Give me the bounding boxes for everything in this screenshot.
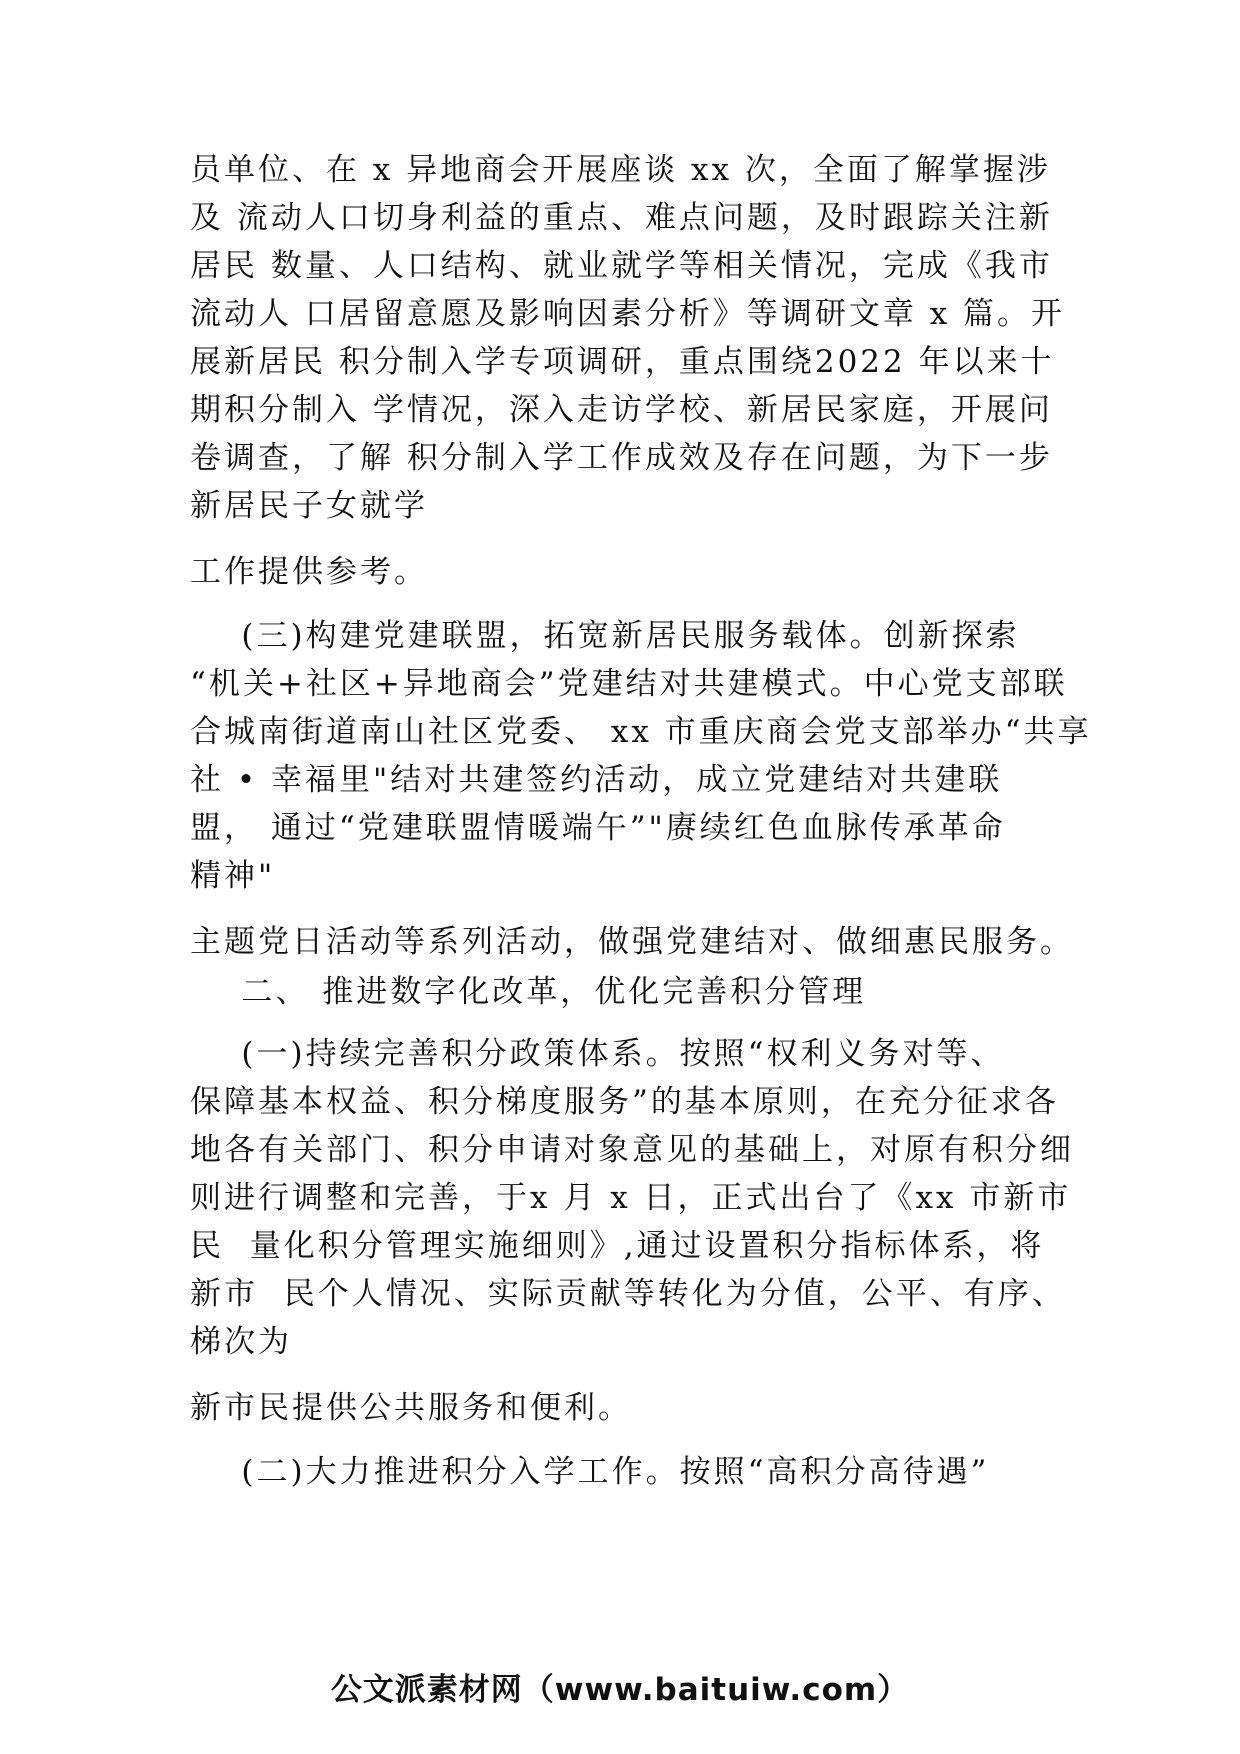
paragraph-line: 合城南街道南山社区党委、 xx 市重庆商会党支部举办“共享 (190, 714, 1092, 750)
paragraph-line: 新市民提供公共服务和便利。 (190, 1390, 632, 1426)
paragraph-line: 则进行调整和完善，于x 月 x 日，正式出台了《xx 市新市 (190, 1180, 1072, 1216)
paragraph-line: 新市 民个人情况、实际贡献等转化为分值，公平、有序、 (190, 1276, 1066, 1312)
paragraph-line: 地各有关部门、积分申请对象意见的基础上，对原有积分细 (190, 1132, 1074, 1168)
paragraph-line: 盟， 通过“党建联盟情暖端午”"赓续红色血脉传承革命 (190, 810, 1006, 846)
paragraph-line: 卷调查，了解 积分制入学工作成效及存在问题，为下一步 (190, 440, 1053, 476)
section-heading-2-1: (一)持续完善积分政策体系。按照“权利义务对等、 (190, 1036, 1005, 1072)
paragraph-line: 新居民子女就学 (190, 488, 428, 524)
paragraph-line: 工作提供参考。 (190, 554, 428, 590)
paragraph-line: 梯次为 (190, 1324, 292, 1360)
paragraph-line: 期积分制入 学情况，深入走访学校、新居民家庭，开展问 (190, 392, 1053, 428)
paragraph-line: 居民 数量、人口结构、就业就学等相关情况，完成《我市 (190, 248, 1053, 284)
paragraph-line: 民 量化积分管理实施细则》,通过设置积分指标体系，将 (190, 1228, 1045, 1264)
paragraph-line: 社 • 幸福里"结对共建签约活动，成立党建结对共建联 (190, 762, 1003, 798)
paragraph-line: 及 流动人口切身利益的重点、难点问题，及时跟踪关注新 (190, 200, 1053, 236)
paragraph-line: 主题党日活动等系列活动，做强党建结对、做细惠民服务。 (190, 924, 1074, 960)
section-heading-2-2: (二)大力推进积分入学工作。按照“高积分高待遇” (190, 1454, 990, 1490)
section-heading-3: (三)构建党建联盟，拓宽新居民服务载体。创新探索 (190, 618, 1020, 654)
section-heading-2: 二、 推进数字化改革，优化完善积分管理 (190, 974, 867, 1010)
paragraph-line: 员单位、在 x 异地商会开展座谈 xx 次，全面了解掌握涉 (190, 152, 1051, 188)
footer-watermark: 公文派素材网（www.baituiw.com） (330, 1672, 910, 1708)
paragraph-line: “机关+社区+异地商会”党建结对共建模式。中心党支部联 (190, 666, 1068, 702)
paragraph-line: 流动人 口居留意愿及影响因素分析》等调研文章 x 篇。开 (190, 296, 1066, 332)
paragraph-line: 保障基本权益、积分梯度服务”的基本原则，在充分征求各 (190, 1084, 1059, 1120)
paragraph-line: 精神" (190, 858, 276, 894)
paragraph-line: 展新居民 积分制入学专项调研，重点围绕2022 年以来十 (190, 344, 1055, 380)
